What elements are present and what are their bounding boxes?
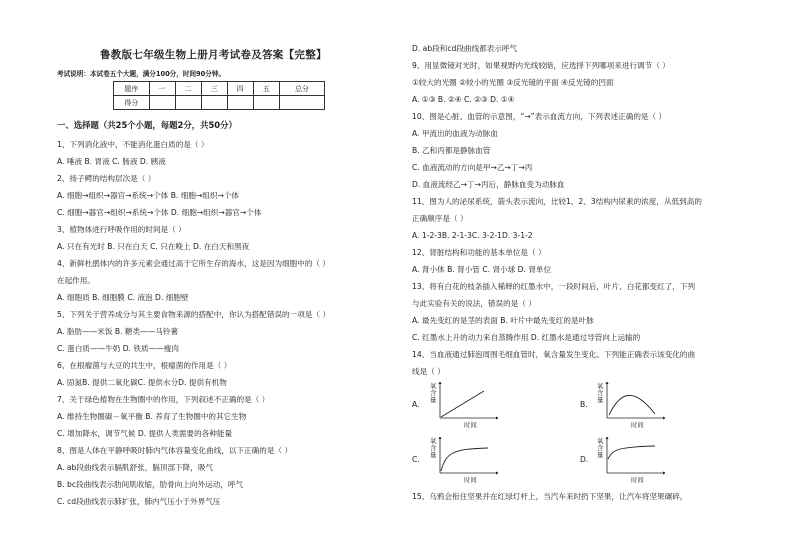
question-line: 9、用显微镜对光时，如果视野内光线较暗，应选择下列哪项来进行调节（ ）: [412, 61, 670, 70]
question-line: 13、将有白花的枝条插入稀释的红墨水中，一段时间后，叶片、白花都变红了，下列: [412, 282, 696, 291]
question-line: 3、植物体进行呼吸作用的时间是（ ）: [57, 225, 186, 234]
graph-d: [605, 437, 665, 477]
score-header-cell: 二: [175, 82, 201, 96]
graph-xlabel: 时间: [631, 421, 644, 429]
score-header-cell: 总分: [279, 82, 324, 96]
graph-a: [438, 382, 498, 422]
question-option-line: A. 甲流出的血液为动脉血: [412, 129, 498, 138]
graph-xlabel: 时间: [464, 476, 477, 484]
question-line: 7、关于绿色植物在生物圈中的作用，下列叙述不正确的是（ ）: [57, 395, 270, 404]
graph-b: [605, 382, 665, 422]
graph-xlabel: 时间: [631, 476, 644, 484]
question-option-line: A. 1-2-3B. 2-1-3C. 3-2-1D. 3-1-2: [412, 231, 533, 240]
score-header-cell: 一: [149, 82, 175, 96]
score-header-cell: 题序: [114, 82, 150, 96]
score-cell[interactable]: [149, 96, 175, 110]
score-cell[interactable]: [253, 96, 279, 110]
question-line-continued: 线是（ ）: [412, 367, 445, 376]
question-line: 6、在根瘤菌与大豆的共生中，根瘤菌的作用是（ ）: [57, 361, 232, 370]
question-line-continued: 与此实验有关的说法，错误的是（ ）: [412, 299, 536, 308]
score-cell[interactable]: [279, 96, 324, 110]
exam-instructions: 考试说明：本试卷五个大题，满分100分，时间90分钟。: [57, 70, 226, 78]
graph-ylabel: 氧 含 量: [597, 437, 604, 459]
question-line: 5、下列关于营养成分与其主要食物来源的搭配中，你认为搭配错误的一项是（ ）: [57, 310, 331, 319]
question-option-line: D. ab段和cd段曲线都表示呼气: [412, 44, 518, 53]
score-header-cell: 四: [227, 82, 253, 96]
question-line: 15、乌鸦会衔住坚果并在红绿灯杆上，当汽车来时扔下坚果，让汽车将坚果碾碎，: [412, 492, 688, 501]
graph-option-label: D.: [580, 455, 589, 464]
document-title: 鲁教版七年级生物上册月考试卷及答案【完整】: [100, 49, 327, 61]
question-option-line: A. 只在有光时 B. 只在白天 C. 只在晚上 D. 在白天和黑夜: [57, 242, 250, 251]
question-option-line: A. 肾小体 B. 肾小管 C. 肾小球 D. 肾单位: [412, 265, 552, 274]
question-option-line: C. cd段曲线表示肺扩张，肺内气压小于外界气压: [57, 497, 221, 506]
score-table-header-row: [114, 82, 325, 96]
question-option-line: C. 细胞→器官→组织→系统→个体 D. 细胞→组织→器官→个体: [57, 208, 262, 217]
question-choice-line: ①较大的光圈 ②较小的光圈 ③反光镜的平面 ④反光镜的凹面: [412, 78, 614, 87]
question-line-continued: 正确顺序是（ ）: [412, 214, 468, 223]
score-row-label: 得分: [114, 96, 150, 110]
graph-ylabel: 氧 含 量: [430, 382, 437, 404]
score-table: [113, 81, 325, 110]
graph-ylabel: 氧 含 量: [597, 382, 604, 404]
question-option-line: A. 维持生物圈碳－氧平衡 B. 养育了生物圈中的其它生物: [57, 412, 247, 421]
question-line: 4、新鲜杜鹃体内的许多元素会通过高于它所生存的海水，这是因为细胞中的（ ）: [57, 259, 331, 268]
question-option-line: C. 红墨水上升的动力来自蒸腾作用 D. 红墨水是通过导管向上运输的: [412, 333, 641, 342]
graph-option-label: C.: [412, 455, 420, 464]
question-line-continued: 在起作用。: [57, 276, 95, 285]
question-line: 14、当血液通过肺泡周围毛细血管时，氧含量发生变化。下列能正确表示该变化的曲: [412, 350, 696, 359]
question-option-line: A. 唾液 B. 胃液 C. 肠液 D. 胰液: [57, 157, 166, 166]
question-line: 1、下列消化液中，不能消化蛋白质的是（ ）: [57, 140, 209, 149]
score-cell[interactable]: [201, 96, 227, 110]
section-heading: 一、选择题（共25个小题，每题2分，共50分）: [57, 120, 237, 130]
question-option-line: A. 细胞→组织→器官→系统→个体 B. 细胞→组织→个体: [57, 191, 240, 200]
question-option-line: B. 乙和丙都是静脉血管: [412, 146, 491, 155]
question-option-line: B. bc段曲线表示肋间肌收缩，肋骨向上向外运动，呼气: [57, 480, 244, 489]
graph-option-label: A.: [412, 400, 420, 409]
question-line: 2、扬子鳄的结构层次是（ ）: [57, 174, 156, 183]
score-cell[interactable]: [175, 96, 201, 110]
score-table-score-row: [114, 96, 325, 110]
score-header-cell: 三: [201, 82, 227, 96]
question-line: 11、图为人的泌尿系统，箭头表示流向，比较1、2、3结构内尿素的浓度，从低到高的: [412, 197, 702, 206]
question-option-line: D. 血液流经乙→丁→丙后，静脉血变为动脉血: [412, 180, 565, 189]
score-header-cell: 五: [253, 82, 279, 96]
question-option-line: C. 蛋白质——牛奶 D. 铁质——瘦肉: [57, 344, 179, 353]
question-option-line: A. 固氮B. 提供二氧化碳C. 提供水分D. 提供有机物: [57, 378, 227, 387]
question-line: 8、图是人体在平静呼吸时肺内气体容量变化曲线，以下正确的是（ ）: [57, 446, 293, 455]
question-option-line: A. 脂肪——米饭 B. 糖类——马铃薯: [57, 327, 179, 336]
question-option-line: A. ab段曲线表示膈肌舒张，膈顶部下降，吸气: [57, 463, 214, 472]
question-line: 12、肾脏结构和功能的基本单位是（ ）: [412, 248, 546, 257]
score-cell[interactable]: [227, 96, 253, 110]
question-line: 10、图是心脏、血管的示意图，“→”表示血流方向，下列表述正确的是（ ）: [412, 112, 667, 121]
graph-ylabel: 氧 含 量: [430, 437, 437, 459]
graph-c: [438, 437, 498, 477]
question-option-line: C. 血液流动的方向是甲→乙→丁→丙: [412, 163, 533, 172]
graph-option-label: B.: [580, 400, 588, 409]
graph-xlabel: 时间: [464, 421, 477, 429]
question-option-line: A. 细胞质 B. 细胞膜 C. 液泡 D. 细胞壁: [57, 293, 189, 302]
question-option-line: A. 最先变红的是茎的表面 B. 叶片中最先变红的是叶脉: [412, 316, 594, 325]
question-option-line: C. 增加降水，调节气候 D. 提供人类需要的各种能量: [57, 429, 233, 438]
question-option-line: A. ①③ B. ②④ C. ②③ D. ①④: [412, 95, 515, 104]
